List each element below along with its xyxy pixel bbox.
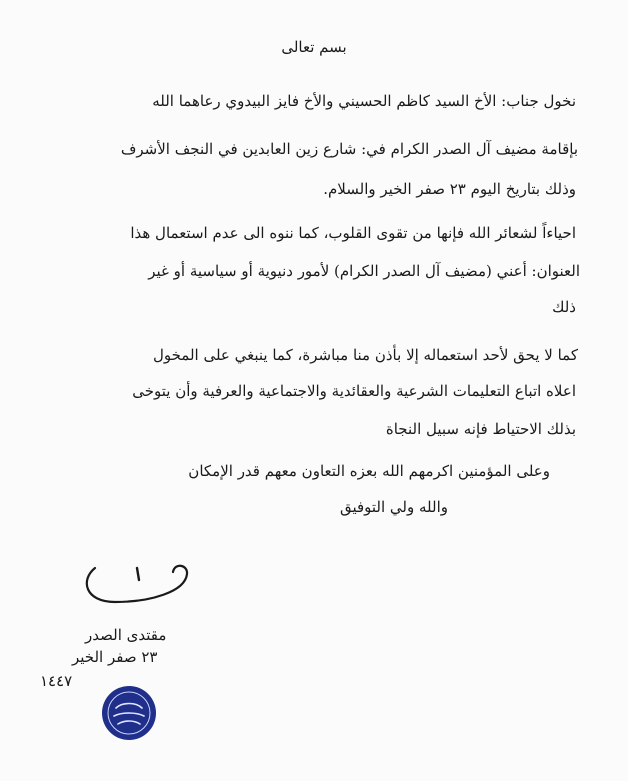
letter-line-4: احياءاً لشعائر الله فإنها من تقوى القلوب، كما ننوه الى عدم استعمال هذا <box>130 224 576 242</box>
signature-date: ٢٣ صفر الخير <box>72 648 158 666</box>
letter-line-1: نخول جناب: الأخ السيد كاظم الحسيني والأخ فايز البيدوي رعاهما الله <box>152 92 576 110</box>
letter-line-5: العنوان: أعني (مضيف آل الصدر الكرام) لأمور دنيوية أو سياسية أو غير <box>148 262 580 280</box>
letter-line-7: كما لا يحق لأحد استعماله إلا بأذن منا مباشرة، كما ينبغي على المخول <box>152 346 578 364</box>
letter-line-6: ذلك <box>552 298 576 316</box>
document-title: بسم تعالى <box>281 38 347 56</box>
letter-line-9: بذلك الاحتياط فإنه سبيل النجاة <box>385 420 576 438</box>
letter-line-10: وعلى المؤمنين اكرمهم الله بعزه التعاون معهم قدر الإمكان <box>188 462 550 480</box>
office-seal <box>100 684 158 742</box>
signature-scribble <box>75 540 195 620</box>
letter-line-11: والله ولي التوفيق <box>339 498 448 516</box>
letter-line-3: وذلك بتاريخ اليوم ٢٣ صفر الخير والسلام. <box>323 180 576 198</box>
signature-year: ١٤٤٧ <box>40 672 73 690</box>
signature-name: مقتدى الصدر <box>85 626 167 644</box>
letter-line-2: بإقامة مضيف آل الصدر الكرام في: شارع زين العابدين في النجف الأشرف <box>120 140 578 158</box>
letter-line-8: اعلاه اتباع التعليمات الشرعية والعقائدية والاجتماعية والعرفية وأن يتوخى <box>132 382 576 400</box>
